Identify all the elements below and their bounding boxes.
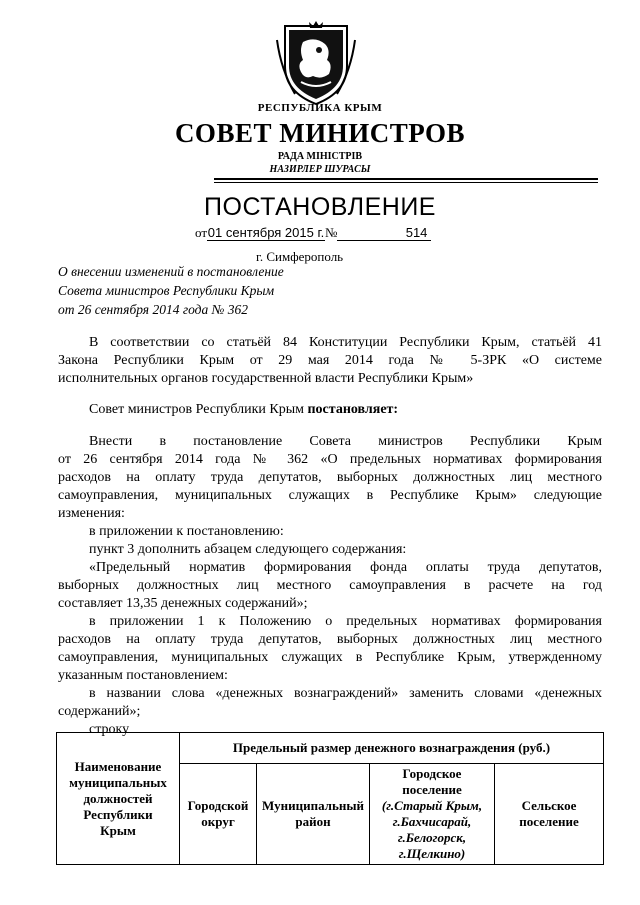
text-line: в названии слова «денежных вознаграждений» заменить словами «денежных: [89, 686, 602, 701]
subject-line: О внесении изменений в постановление: [58, 264, 284, 279]
text-line: исполнительных органов государственной власти Республики Крым»: [58, 371, 474, 386]
text-line: «Предельный норматив формирования фонда оплаты труда депутатов,: [89, 560, 602, 575]
resolves-word: постановляет:: [307, 402, 399, 417]
text-line: расходов на оплату труда депутатов, выборных должностных лиц местного: [58, 470, 602, 485]
cell-line: г.Щелкино): [398, 846, 466, 861]
urban-settlement-header: [370, 764, 495, 865]
position-name-header: [57, 733, 180, 865]
resolution-paragraph: [58, 401, 602, 419]
date-prefix: от: [195, 225, 208, 240]
cell-line: (г.Старый Крым,: [381, 798, 483, 813]
cell-line: район: [295, 814, 331, 829]
republic-label: РЕСПУБЛИКА КРЫМ: [257, 102, 383, 114]
municipal-district-header: [257, 764, 370, 865]
decree-date-line: [195, 225, 455, 241]
cell-line: Муниципальный: [262, 798, 364, 813]
cell-line: поселение: [519, 814, 579, 829]
text-line: указанным постановлением:: [58, 668, 228, 683]
cell-line: Городское: [402, 766, 462, 781]
table-row: [57, 733, 604, 764]
salary-limit-header: Предельный размер денежного вознаграждения (руб.): [180, 733, 604, 764]
text-line: пункт 3 дополнить абзацем следующего содержания:: [89, 542, 407, 557]
decree-subject: [58, 262, 284, 319]
header-divider-thin: [214, 182, 598, 183]
rural-settlement-header: [495, 764, 604, 865]
cell-line: должностей: [83, 790, 153, 806]
text-line: выборных должностных лиц местного самоуправления в расчете на год: [58, 578, 602, 593]
text-line: Внести в постановление Совета министров Республики Крым: [89, 434, 602, 449]
city-label: г. Симферополь: [256, 249, 344, 264]
cell-line: Сельское: [521, 798, 577, 813]
text-line: самоуправления, муниципальных служащих в Республике Крым, утвержденному: [58, 650, 602, 665]
decree-label: ПОСТАНОВЛЕНИЕ: [204, 193, 436, 221]
text-span: Совет министров Республики Крым: [89, 402, 308, 417]
header-divider: [214, 178, 598, 180]
ukrainian-title: РАДА МІНІСТРІВ: [277, 151, 363, 162]
preamble-paragraph: [58, 334, 602, 388]
cell-line: округ: [201, 814, 235, 829]
decree-date: 01 сентября 2015 г.: [207, 225, 325, 240]
text-line: Закона Республики Крым от 29 мая 2014 года № 5-ЗРК «О системе: [58, 353, 602, 368]
cell-line: Наименование: [74, 758, 162, 774]
text-line: строку: [89, 722, 130, 737]
text-line: расходов на оплату труда депутатов, выборных должностных лиц местного: [58, 632, 602, 647]
subject-line: от 26 сентября 2014 года № 362: [58, 302, 248, 317]
cell-line: поселение: [402, 782, 462, 797]
subject-line: Совета министров Республики Крым: [58, 283, 275, 298]
decree-number: 514: [337, 225, 431, 241]
text-line: в приложении 1 к Положению о предельных нормативах формирования: [89, 614, 602, 629]
text-line: в приложении к постановлению:: [89, 524, 284, 539]
text-line: составляет 13,35 денежных содержаний»;: [58, 596, 308, 611]
text-line: изменения:: [58, 506, 125, 521]
cell-line: Городской: [187, 798, 249, 813]
cell-line: Республики: [83, 806, 153, 822]
coat-of-arms-emblem: [275, 20, 357, 106]
cell-line: г.Белогорск,: [397, 830, 467, 845]
text-line: [58, 401, 602, 419]
text-line: содержаний»;: [58, 704, 141, 719]
city-district-header: [180, 764, 257, 865]
council-title: СОВЕТ МИНИСТРОВ: [174, 118, 466, 148]
salary-limits-table: [56, 732, 604, 865]
crimean-tatar-title: НАЗИРЛЕР ШУРАСЫ: [269, 164, 371, 175]
amendment-paragraph: [58, 433, 602, 739]
cell-line: г.Бахчисарай,: [392, 814, 472, 829]
text-line: от 26 сентября 2014 года № 362 «О предельных нормативах формирования: [58, 452, 602, 467]
number-prefix: №: [325, 225, 338, 240]
text-line: В соответствии со статьёй 84 Конституции Республики Крым, статьёй 41: [89, 335, 602, 350]
cell-line: Крым: [100, 822, 136, 838]
cell-line: муниципальных: [69, 774, 167, 790]
text-line: самоуправления, муниципальных служащих в Республике Крым» следующие: [58, 488, 602, 503]
